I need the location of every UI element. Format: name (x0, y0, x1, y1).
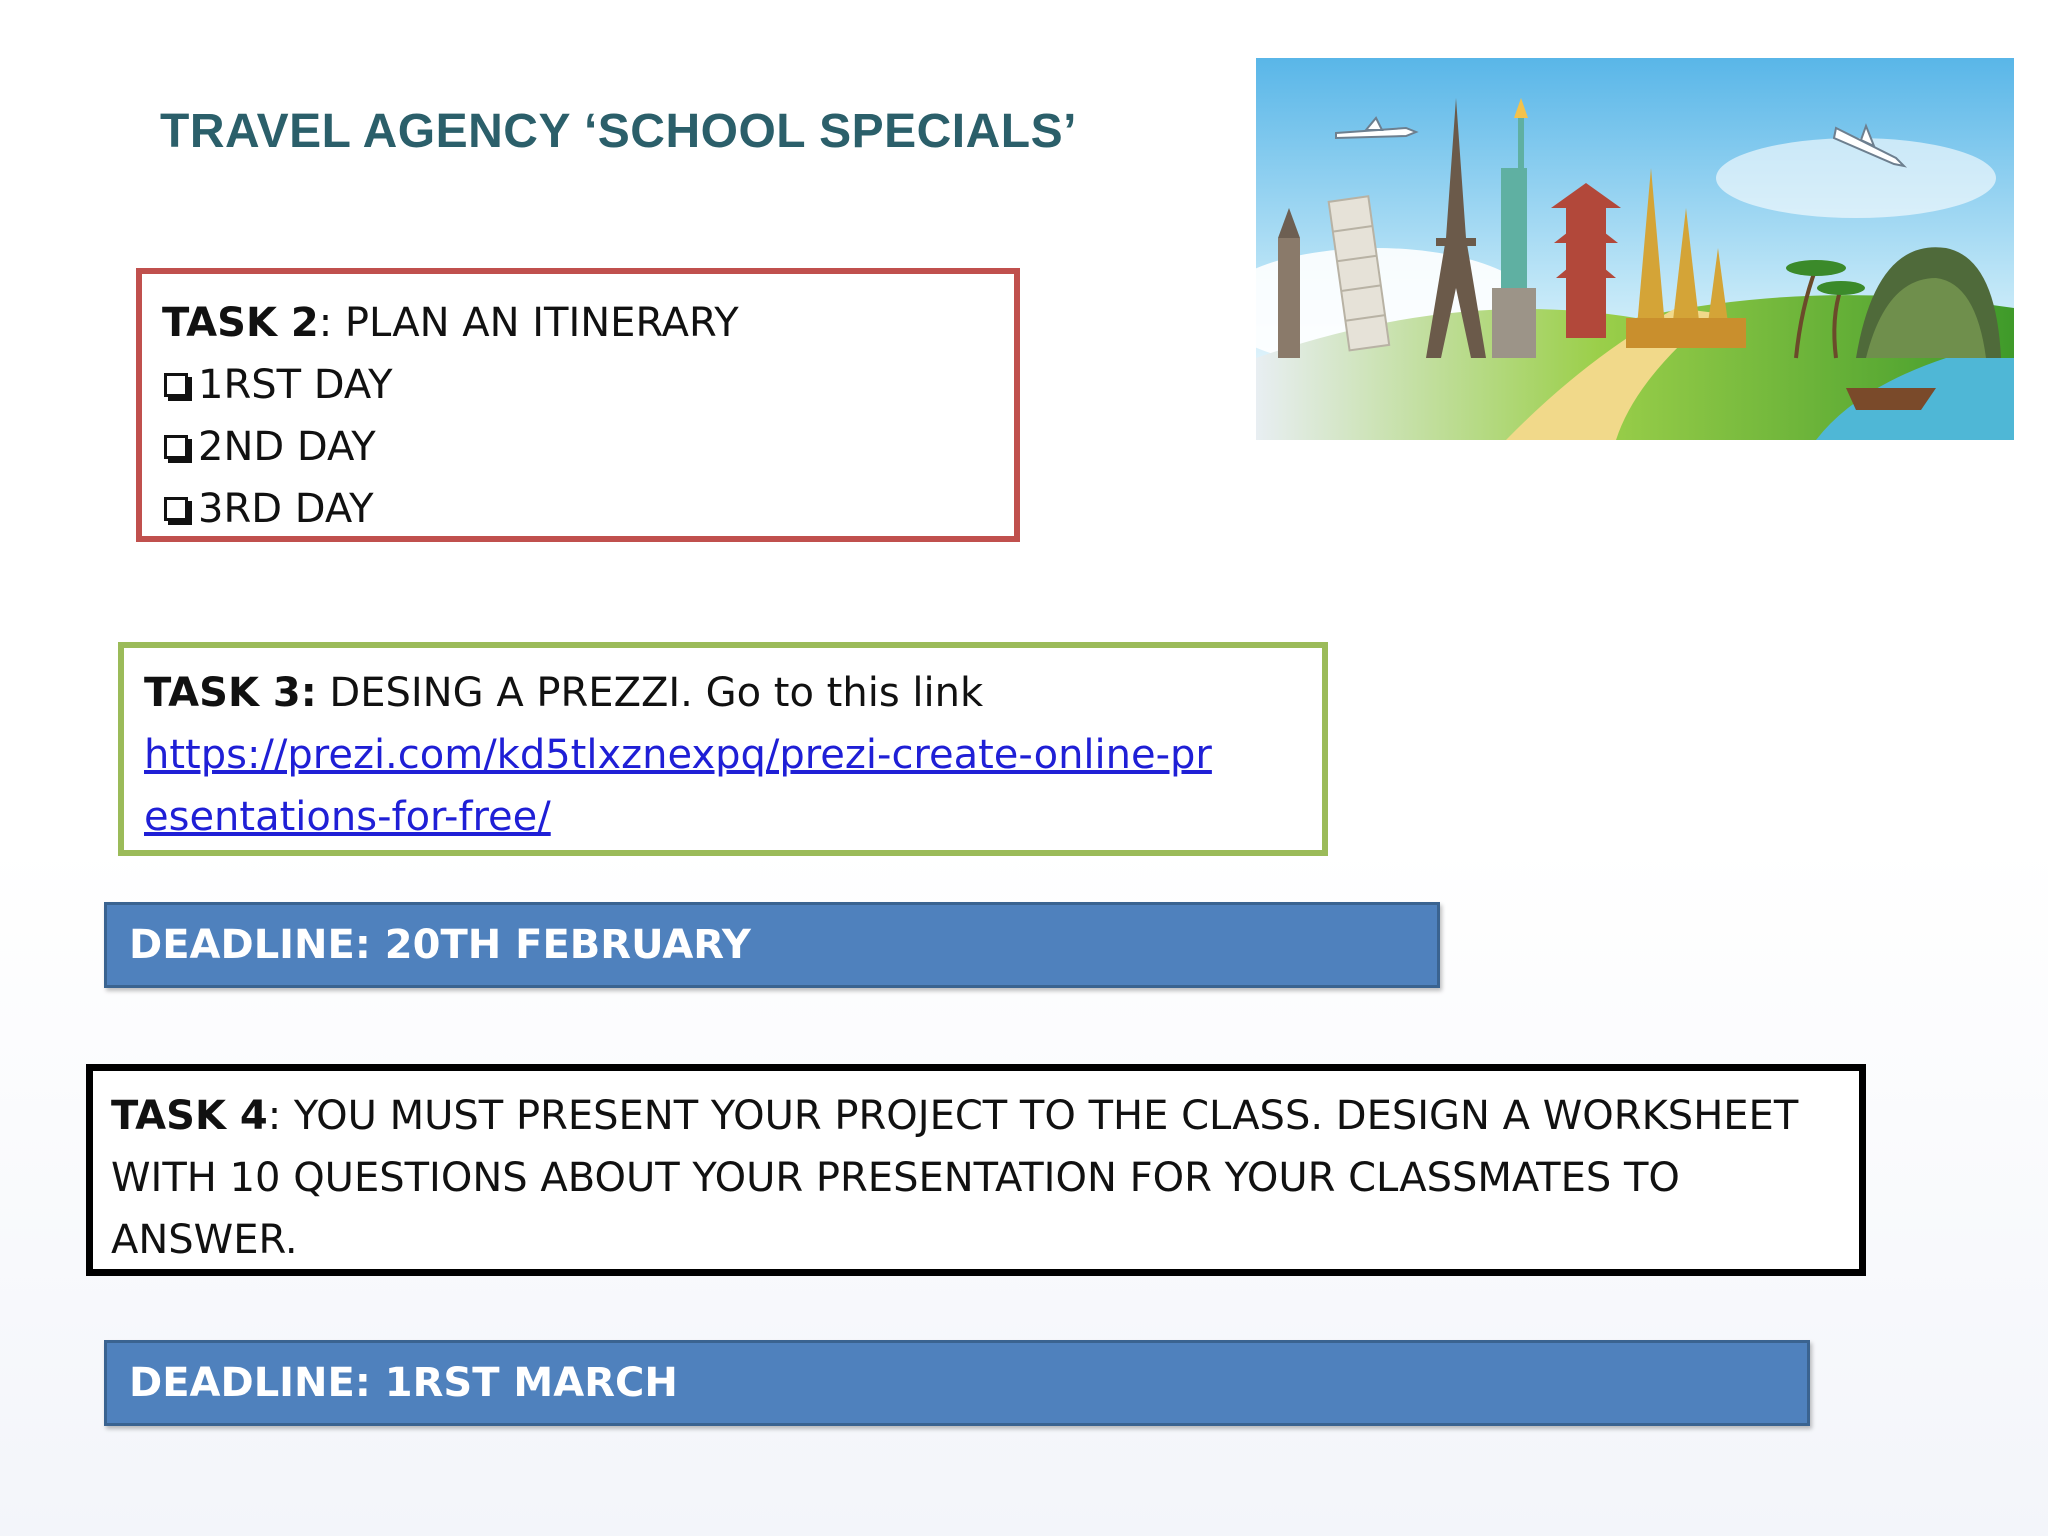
checkbox-icon (164, 373, 188, 397)
task3-box (118, 642, 1328, 856)
checklist-item (162, 416, 994, 478)
task3-label: TASK 3: (144, 670, 317, 716)
checkbox-icon (164, 435, 188, 459)
slide-title: TRAVEL AGENCY ‘SCHOOL SPECIALS’ (160, 105, 1077, 158)
checklist-item (162, 354, 994, 416)
checklist-item-label: 3RD DAY (198, 486, 374, 532)
task4-box (86, 1064, 1866, 1276)
task3-link-wrap (144, 724, 1234, 848)
task4-label: TASK 4 (111, 1093, 268, 1139)
task2-box (136, 268, 1020, 542)
checklist-item-label: 1RST DAY (198, 362, 393, 408)
travel-landmarks-image (1256, 58, 2014, 440)
task2-text: : PLAN AN ITINERARY (318, 300, 739, 346)
task3-heading (144, 662, 1302, 724)
task4-text: : YOU MUST PRESENT YOUR PROJECT TO THE CLASS. DESIGN A WORKSHEET WITH 10 QUESTIONS ABOUT YOUR PRESENTATION FOR YOUR CLASSMATES TO ANSWER. (111, 1093, 1799, 1263)
task3-text: DESING A PREZZI. Go to this link (316, 670, 984, 716)
checklist-item (162, 478, 994, 540)
prezi-link[interactable]: https://prezi.com/kd5tlxznexpq/prezi-create-online-presentations-for-free/ (144, 732, 1212, 840)
task2-heading (162, 292, 994, 354)
checklist-item-label: 2ND DAY (198, 424, 376, 470)
checkbox-icon (164, 497, 188, 521)
deadline-banner-2: DEADLINE: 1RST MARCH (104, 1340, 1810, 1426)
task2-label: TASK 2 (162, 300, 319, 346)
deadline-banner-1: DEADLINE: 20TH FEBRUARY (104, 902, 1440, 988)
